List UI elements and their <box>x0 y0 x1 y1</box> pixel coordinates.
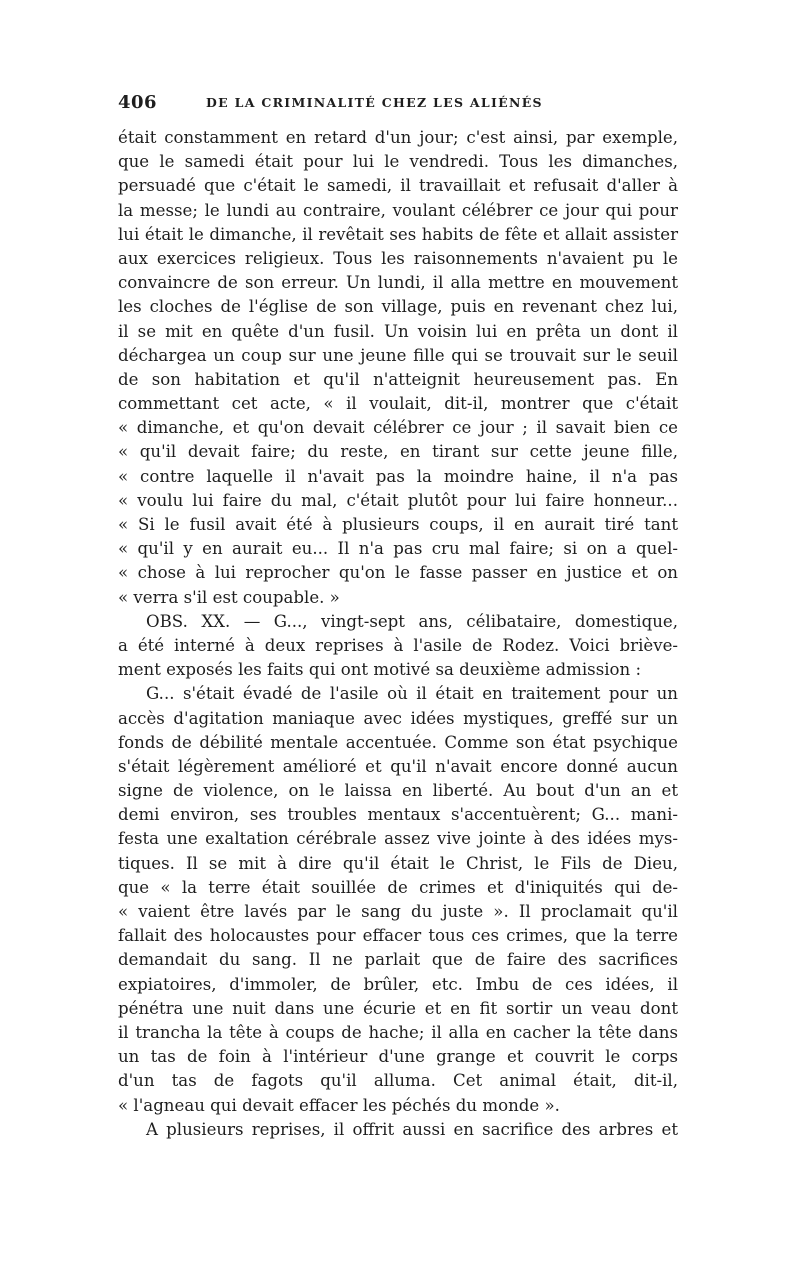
text-line: tiques. Il se mit à dire qu'il était le Christ, le Fils de Dieu, <box>118 853 678 873</box>
text-line: « contre laquelle il n'avait pas la moindre haine, il n'a pas <box>118 466 678 486</box>
text-line: un tas de foin à l'intérieur d'une grange et couvrit le corps <box>118 1047 678 1067</box>
page-number: 406 <box>118 92 158 113</box>
text-line: il trancha la tête à coups de hache; il alla en cacher la tête dans <box>118 1022 678 1042</box>
running-title: DE LA CRIMINALITÉ CHEZ LES ALIÉNÉS <box>206 95 543 110</box>
text-line: il se mit en quête d'un fusil. Un voisin lui en prêta un dont il <box>118 321 678 341</box>
text-line: les cloches de l'église de son village, puis en revenant chez lui, <box>118 297 678 317</box>
text-line: que « la terre était souillée de crimes et d'iniquités qui de- <box>118 877 678 897</box>
text-line: OBS. XX. — G..., vingt-sept ans, célibataire, domestique, <box>146 611 678 631</box>
text-line: de son habitation et qu'il n'atteignit heureusement pas. En <box>118 369 678 389</box>
book-page <box>118 92 678 1142</box>
text-line: « voulu lui faire du mal, c'était plutôt pour lui faire honneur... <box>118 490 678 510</box>
text-line: déchargea un coup sur une jeune fille qui se trouvait sur le seuil <box>118 345 678 365</box>
text-line: d'un tas de fagots qu'il alluma. Cet animal était, dit-il, <box>118 1071 678 1091</box>
text-line: G... s'était évadé de l'asile où il était en traitement pour un <box>146 684 678 704</box>
text-line: demi environ, ses troubles mentaux s'accentuèrent; G... mani- <box>118 805 678 825</box>
body-text <box>118 126 678 1142</box>
text-line: demandait du sang. Il ne parlait que de faire des sacrifices <box>118 950 678 970</box>
text-line: que le samedi était pour lui le vendredi. Tous les dimanches, <box>118 152 678 172</box>
text-line: a été interné à deux reprises à l'asile de Rodez. Voici briève- <box>118 635 678 655</box>
text-line: aux exercices religieux. Tous les raisonnements n'avaient pu le <box>118 248 678 268</box>
text-line: « Si le fusil avait été à plusieurs coups, il en aurait tiré tant <box>118 515 678 534</box>
text-line: « l'agneau qui devait effacer les péchés du monde ». <box>118 1095 560 1115</box>
text-line: festa une exaltation cérébrale assez vive jointe à des idées mys- <box>118 829 678 849</box>
text-line: « dimanche, et qu'on devait célébrer ce jour ; il savait bien ce <box>118 418 678 438</box>
page-header <box>118 92 678 116</box>
text-line: fallait des holocaustes pour effacer tous ces crimes, que la terre <box>118 926 678 946</box>
text-line: était constamment en retard d'un jour; c'est ainsi, par exemple, <box>118 128 678 147</box>
text-line: accès d'agitation maniaque avec idées mystiques, greffé sur un <box>118 708 678 728</box>
text-line: A plusieurs reprises, il offrit aussi en sacrifice des arbres et <box>146 1119 678 1139</box>
text-line: signe de violence, on le laissa en liberté. Au bout d'un an et <box>118 781 678 801</box>
text-line: « qu'il y en aurait eu... Il n'a pas cru mal faire; si on a quel- <box>118 539 678 559</box>
text-line: ment exposés les faits qui ont motivé sa deuxième admission : <box>118 660 642 680</box>
text-line: commettant cet acte, « il voulait, dit-il, montrer que c'était <box>118 394 678 414</box>
text-line: s'était légèrement amélioré et qu'il n'avait encore donné aucun <box>118 756 678 776</box>
text-line: lui était le dimanche, il revêtait ses habits de fête et allait assister <box>118 224 678 244</box>
text-line: fonds de débilité mentale accentuée. Comme son état psychique <box>118 732 678 752</box>
text-line: « chose à lui reprocher qu'on le fasse passer en justice et on <box>118 563 678 583</box>
text-line: pénétra une nuit dans une écurie et en fit sortir un veau dont <box>118 998 678 1018</box>
text-line: « verra s'il est coupable. » <box>118 587 340 607</box>
text-line: expiatoires, d'immoler, de brûler, etc. Imbu de ces idées, il <box>118 974 678 994</box>
text-line: la messe; le lundi au contraire, voulant célébrer ce jour qui pour <box>118 200 678 220</box>
text-line: persuadé que c'était le samedi, il travaillait et refusait d'aller à <box>118 176 678 196</box>
text-line: convaincre de son erreur. Un lundi, il alla mettre en mouvement <box>118 273 678 293</box>
text-line: « vaient être lavés par le sang du juste ». Il proclamait qu'il <box>118 902 678 921</box>
text-line: « qu'il devait faire; du reste, en tirant sur cette jeune fille, <box>118 442 678 462</box>
